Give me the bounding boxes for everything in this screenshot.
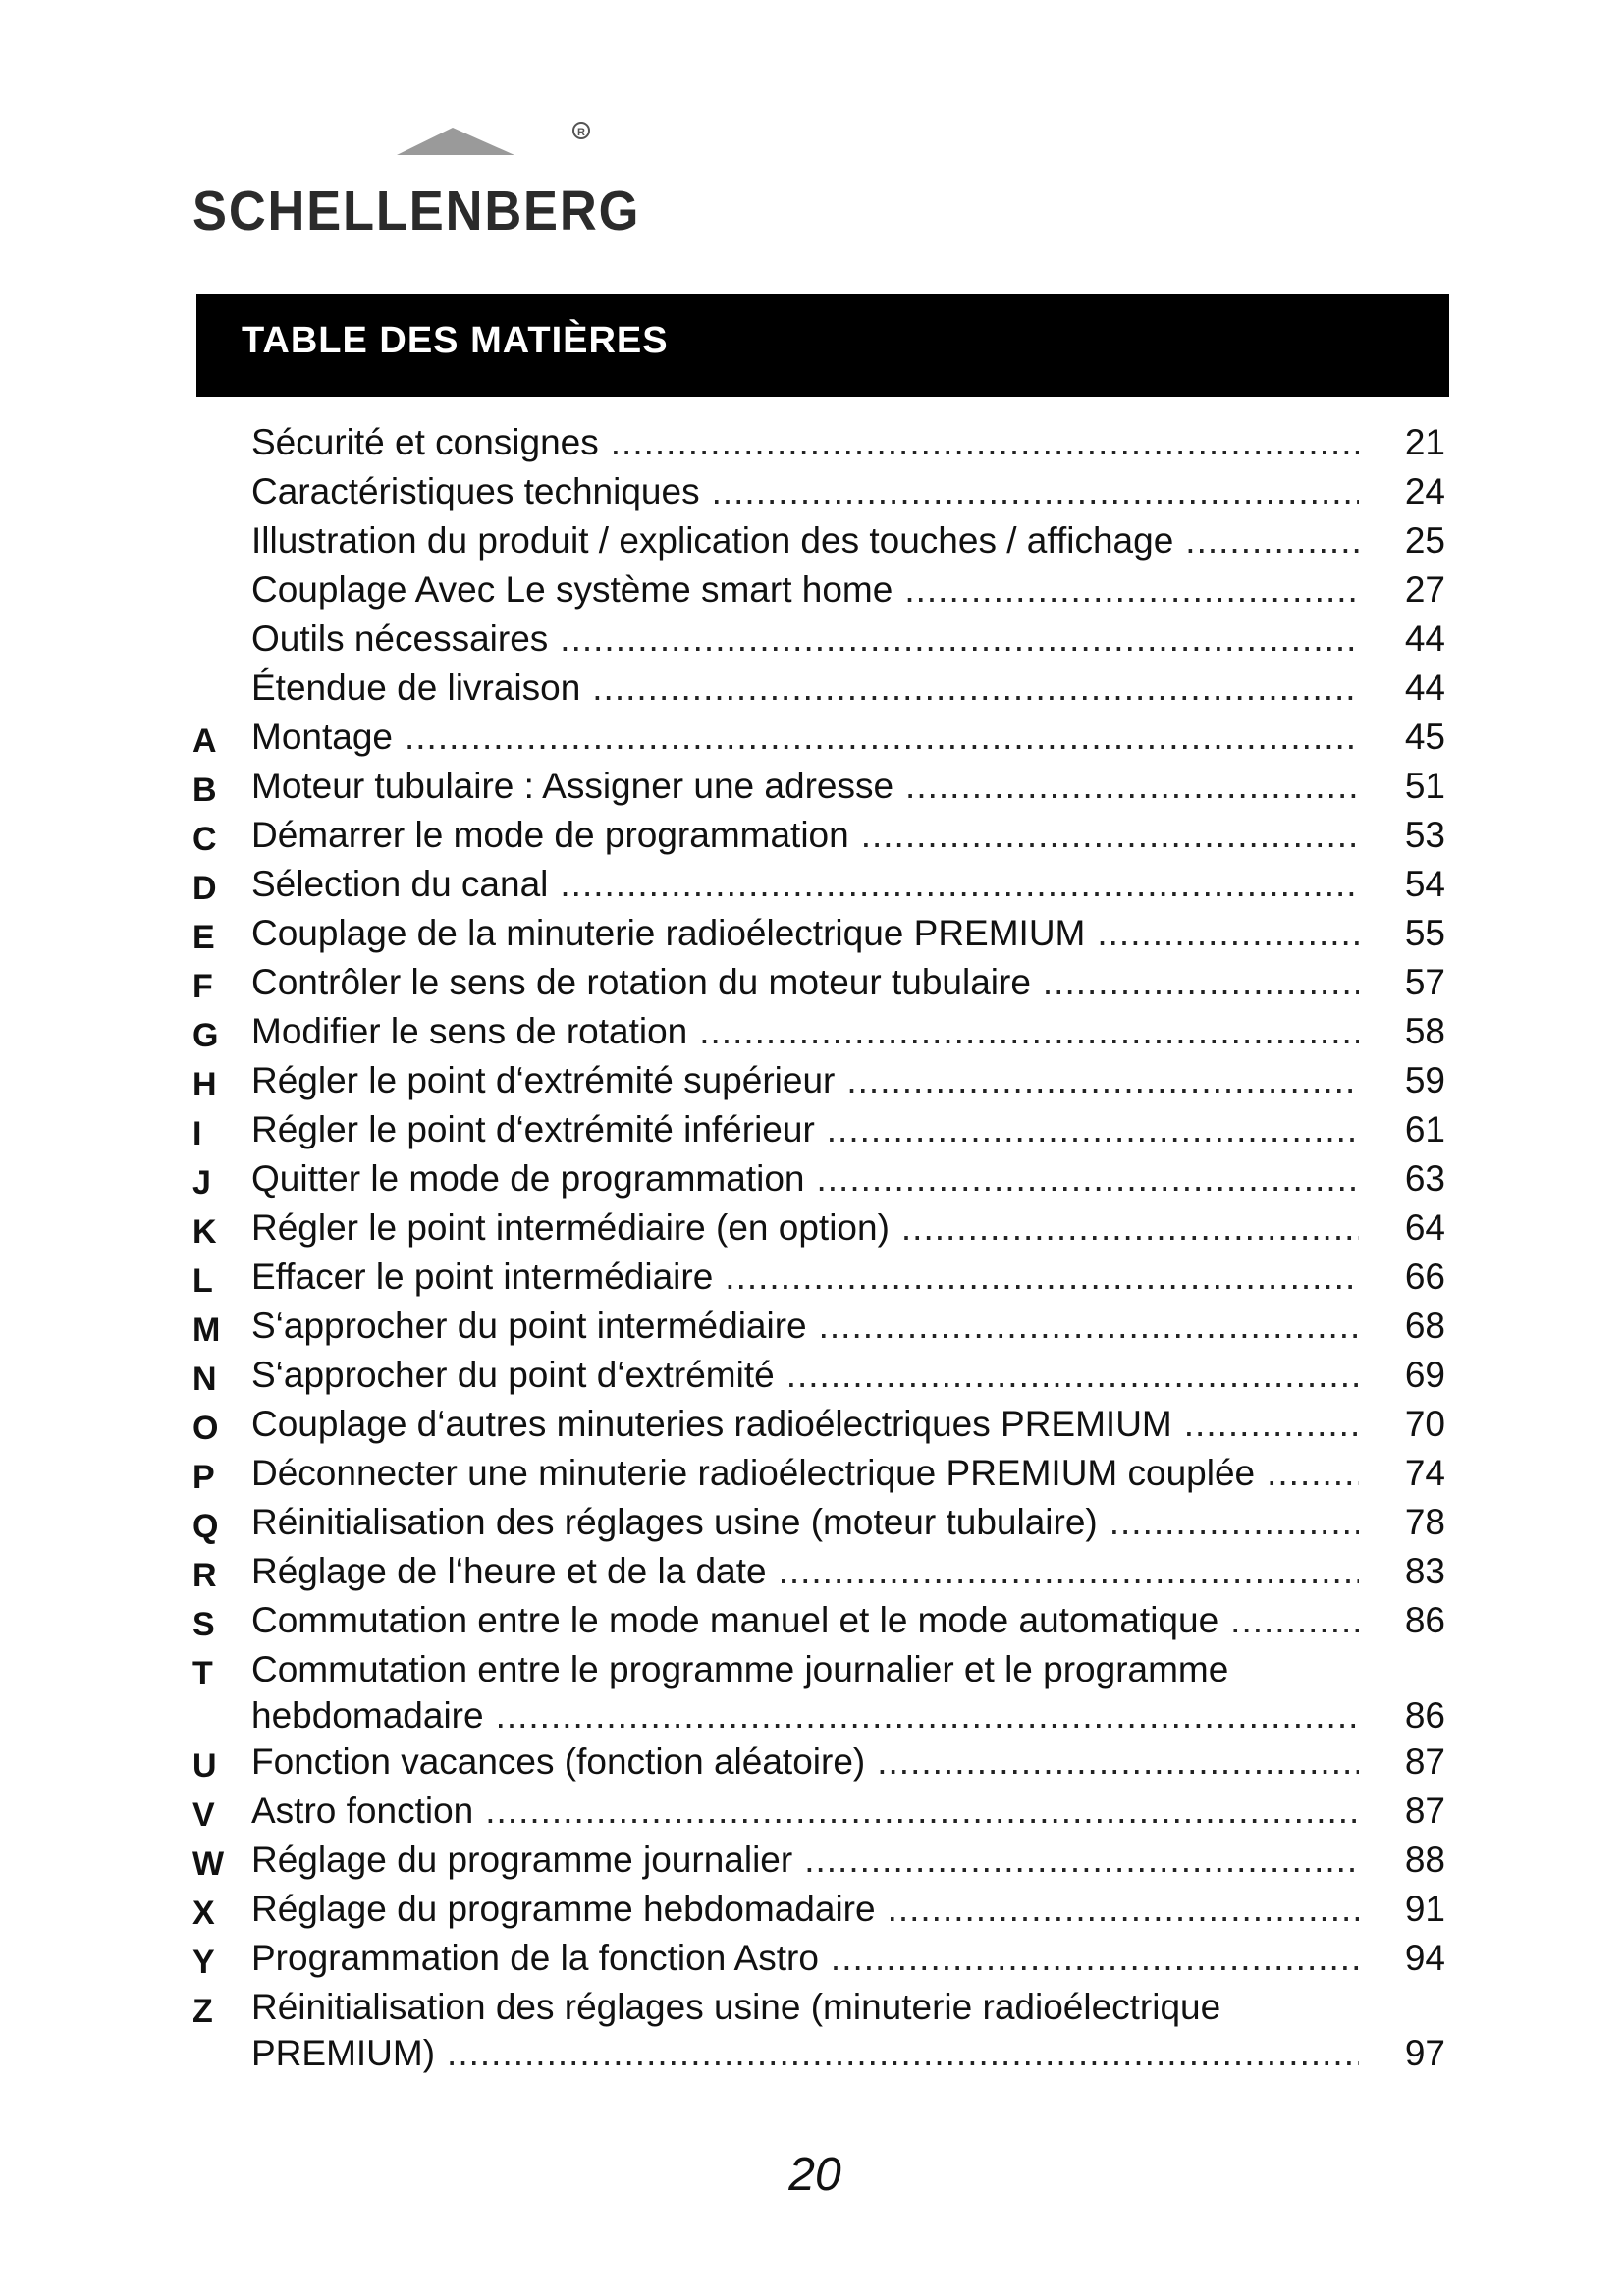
toc-entry-line: Couplage Avec Le système smart home [251,567,904,612]
toc-entry-title [251,1789,1359,1833]
dot-leader [901,1205,1359,1250]
dot-leader [725,1255,1359,1299]
toc-entry-line: PREMIUM) [251,2031,447,2075]
toc-entry-line: Réglage de l‘heure et de la date [251,1549,779,1593]
dot-leader [819,1304,1359,1348]
toc-entry-line: Quitter le mode de programmation [251,1156,817,1201]
toc-entry-letter: C [192,821,217,858]
toc-entry [192,1598,1451,1647]
toc-entry [192,1985,1451,2077]
toc-entry-letter: N [192,1361,217,1398]
toc-entry-title [251,616,1359,661]
toc-entry-title [251,813,1359,857]
dot-leader [1110,1500,1359,1544]
toc-entry-page: 91 [1404,1889,1445,1929]
toc-entry-page: 25 [1404,520,1445,561]
toc-entry-letter: Y [192,1944,215,1981]
toc-entry-title [251,1451,1359,1495]
toc-entry-letter: J [192,1164,211,1201]
toc-entry-letter: P [192,1459,215,1496]
toc-entry-title [251,1009,1359,1053]
dot-leader [712,469,1359,513]
dot-leader [904,567,1359,612]
toc-entry-page: 21 [1404,422,1445,462]
toc-entry-title [251,518,1359,562]
page-number: 20 [788,2149,841,2201]
dot-leader [447,2031,1359,2075]
toc-entry-line: Montage [251,715,405,759]
toc-entry-title [251,1838,1359,1882]
toc-entry-letter: O [192,1410,219,1447]
dot-leader [888,1887,1359,1931]
svg-text:R: R [577,127,585,138]
toc-entry-title [251,1402,1359,1446]
toc-entry-line: Commutation entre le mode manuel et le mode automatique [251,1598,1230,1642]
toc-entry-line: Réinitialisation des réglages usine (minuterie radioélectrique [251,1987,1221,2027]
toc-entry-page: 69 [1404,1355,1445,1395]
toc-entry-title [251,1887,1359,1931]
toc-entry [192,1107,1451,1156]
dot-leader [786,1353,1359,1397]
dot-leader [592,666,1359,710]
dot-leader [877,1739,1359,1784]
toc-entry-page: 53 [1404,815,1445,855]
toc-entry-letter: Z [192,1993,213,2030]
toc-entry-page: 83 [1404,1551,1445,1591]
toc-entry-line: Réinitialisation des réglages usine (moteur tubulaire) [251,1500,1110,1544]
toc-entry-title [251,1598,1359,1642]
toc-entry-page: 78 [1404,1502,1445,1542]
toc-entry [192,1647,1451,1739]
toc-entry-page: 51 [1404,766,1445,806]
toc-entry-title [251,1500,1359,1544]
toc-entry [192,1500,1451,1549]
toc-entry-page: 57 [1404,962,1445,1002]
toc-entry-page: 61 [1404,1109,1445,1149]
dot-leader [1043,960,1359,1004]
toc-entry-line: Sécurité et consignes [251,420,611,464]
toc-entry-letter: M [192,1311,221,1349]
toc-entry-line: Contrôler le sens de rotation du moteur tubulaire [251,960,1043,1004]
toc-entry [192,616,1451,666]
toc-entry [192,1009,1451,1058]
toc-entry [192,1549,1451,1598]
dot-leader [1184,1402,1359,1446]
dot-leader [560,616,1359,661]
toc-entry-line: Régler le point intermédiaire (en option) [251,1205,901,1250]
toc-entry-line: Régler le point d‘extrémité inférieur [251,1107,827,1151]
toc-entry-line: hebdomadaire [251,1693,496,1737]
toc-entry [192,1887,1451,1936]
toc-entry [192,469,1451,518]
toc-entry-page: 66 [1404,1256,1445,1297]
toc-entry-line: Modifier le sens de rotation [251,1009,699,1053]
toc-entry-letter: G [192,1017,219,1054]
toc-entry-page: 86 [1404,1600,1445,1640]
toc-entry-letter: K [192,1213,217,1251]
toc-entry-letter: E [192,919,215,956]
toc-entry-title [251,1255,1359,1299]
toc-entry-page: 44 [1404,667,1445,708]
toc-entry [192,862,1451,911]
toc-entry-line: Étendue de livraison [251,666,592,710]
toc-entry-letter: L [192,1262,213,1300]
toc-entry-line: Déconnecter une minuterie radioélectrique PREMIUM couplée [251,1451,1267,1495]
toc-entry [192,960,1451,1009]
toc-entry-letter: W [192,1845,225,1883]
toc-entry-page: 63 [1404,1158,1445,1199]
toc-entry-title [251,469,1359,513]
toc-entry-page: 54 [1404,864,1445,904]
toc-entry-line: S‘approcher du point intermédiaire [251,1304,819,1348]
dot-leader [699,1009,1359,1053]
toc-entry-page: 58 [1404,1011,1445,1051]
toc-entry-title [251,1549,1359,1593]
toc-entry-line: Couplage de la minuterie radioélectrique PREMIUM [251,911,1097,955]
toc-entry-line: Commutation entre le programme journalier et le programme [251,1649,1229,1689]
dot-leader [1097,911,1359,955]
toc-entry-page: 88 [1404,1840,1445,1880]
toc-entry-page: 55 [1404,913,1445,953]
toc-entry-page: 27 [1404,569,1445,610]
toc-entry [192,1156,1451,1205]
toc-entry-title [251,1304,1359,1348]
toc-entry [192,1739,1451,1789]
toc-entry-letter: Q [192,1508,219,1545]
toc-entry [192,1936,1451,1985]
dot-leader [817,1156,1360,1201]
toc-entry-title [251,666,1359,710]
toc-entry-letter: T [192,1655,213,1692]
dot-leader [496,1693,1359,1737]
toc-entry-letter: U [192,1747,217,1785]
toc-entry [192,1353,1451,1402]
toc-entry-letter: V [192,1796,215,1834]
toc-entry-page: 74 [1404,1453,1445,1493]
toc-entry-line: Effacer le point intermédiaire [251,1255,725,1299]
toc-entry-title [251,1985,1359,2075]
toc-entry-line: Démarrer le mode de programmation [251,813,861,857]
toc-entry-line: Moteur tubulaire : Assigner une adresse [251,764,905,808]
toc-entry-page: 70 [1404,1404,1445,1444]
toc-entry-title [251,862,1359,906]
toc-entry [192,1789,1451,1838]
toc-entry-letter: S [192,1606,215,1643]
dot-leader [779,1549,1359,1593]
toc-entry [192,567,1451,616]
toc-entry [192,420,1451,469]
toc-title-bar [196,294,1449,397]
dot-leader [905,764,1359,808]
toc-entry-letter: A [192,722,217,760]
toc-entry-line: Sélection du canal [251,862,560,906]
toc-entry-page: 87 [1404,1790,1445,1831]
toc-entry-page: 97 [1404,2033,1445,2073]
toc-entry-title [251,1107,1359,1151]
toc-entry [192,911,1451,960]
toc-entry [192,813,1451,862]
toc-entry-title [251,715,1359,759]
toc-entry-title [251,1353,1359,1397]
toc-entry-letter: R [192,1557,217,1594]
toc-entry-page: 44 [1404,618,1445,659]
dot-leader [846,1058,1359,1102]
toc-entry-line: Astro fonction [251,1789,485,1833]
toc-entry-line: S‘approcher du point d‘extrémité [251,1353,786,1397]
toc-entry-page: 64 [1404,1207,1445,1248]
toc-entry-letter: H [192,1066,217,1103]
toc-entry [192,518,1451,567]
toc-entry-title [251,960,1359,1004]
toc-entry-page: 45 [1404,717,1445,757]
logo-wordmark: SCHELLENBERG [192,180,641,242]
dot-leader [827,1107,1359,1151]
schellenberg-logo [192,116,641,242]
dot-leader [861,813,1359,857]
toc-entry-letter: F [192,968,213,1005]
toc-entry [192,1255,1451,1304]
toc-entry [192,715,1451,764]
toc-entry-title [251,567,1359,612]
dot-leader [485,1789,1359,1833]
toc-entry-line: Programmation de la fonction Astro [251,1936,831,1980]
toc-entry-title [251,1156,1359,1201]
dot-leader [1267,1451,1359,1495]
toc-entry [192,1402,1451,1451]
toc-entry-page: 68 [1404,1306,1445,1346]
dot-leader [831,1936,1359,1980]
toc-entry-letter: B [192,772,217,809]
dot-leader [1185,518,1359,562]
dot-leader [611,420,1359,464]
toc-entry-letter: D [192,870,217,907]
dot-leader [804,1838,1359,1882]
toc-entry-line: Illustration du produit / explication des touches / affichage [251,518,1185,562]
toc-entry-title [251,1647,1359,1737]
toc-entry-title [251,1205,1359,1250]
table-of-contents [192,420,1451,2077]
toc-entry-page: 94 [1404,1938,1445,1978]
toc-entry-title [251,764,1359,808]
toc-entry-title [251,1936,1359,1980]
toc-entry-title [251,1058,1359,1102]
dot-leader [405,715,1359,759]
toc-entry [192,1304,1451,1353]
toc-entry-letter: X [192,1895,215,1932]
toc-entry [192,1058,1451,1107]
toc-title: TABLE DES MATIÈRES [242,320,669,361]
dot-leader [560,862,1359,906]
toc-entry [192,1451,1451,1500]
toc-entry-line: Fonction vacances (fonction aléatoire) [251,1739,877,1784]
toc-entry-page: 24 [1404,471,1445,511]
toc-entry [192,1205,1451,1255]
toc-entry [192,1838,1451,1887]
toc-entry-line: Réglage du programme hebdomadaire [251,1887,888,1931]
toc-entry-line: Régler le point d‘extrémité supérieur [251,1058,846,1102]
dot-leader [1230,1598,1359,1642]
toc-entry-line: Réglage du programme journalier [251,1838,804,1882]
toc-entry-title [251,1739,1359,1784]
toc-entry-page: 86 [1404,1695,1445,1735]
toc-entry-page: 59 [1404,1060,1445,1100]
toc-entry-title [251,420,1359,464]
toc-entry-line: Couplage d‘autres minuteries radioélectriques PREMIUM [251,1402,1184,1446]
toc-entry-title [251,911,1359,955]
toc-entry [192,666,1451,715]
toc-entry-line: Outils nécessaires [251,616,560,661]
toc-entry-letter: I [192,1115,202,1152]
toc-entry-page: 87 [1404,1741,1445,1782]
toc-entry-line: Caractéristiques techniques [251,469,712,513]
toc-entry [192,764,1451,813]
